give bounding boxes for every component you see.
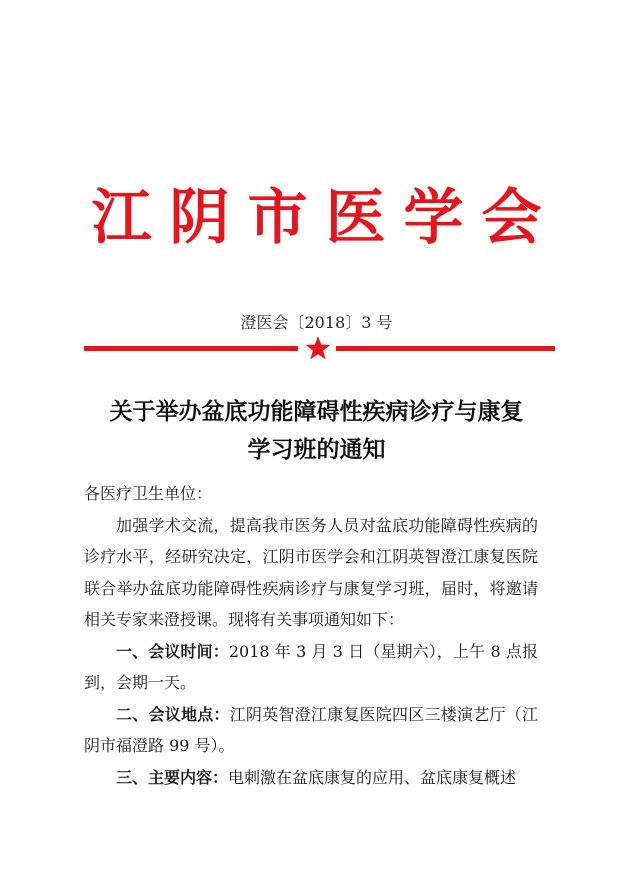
organization-title: 江阴市医学会 bbox=[91, 183, 560, 253]
notice-title-line2: 学习班的通知 bbox=[247, 436, 386, 463]
section-label: 三、主要内容： bbox=[116, 767, 229, 787]
document-number: 澄医会〔2018〕3 号 bbox=[240, 313, 393, 332]
section-text: 2018 年 3 月 3 日（星期六），上午 8 点报到，会期一天。 bbox=[84, 641, 538, 692]
section-label: 二、会议地点： bbox=[116, 704, 230, 724]
section-main-content bbox=[84, 762, 538, 794]
section-meeting-venue bbox=[84, 699, 538, 762]
notice-title-line1: 关于举办盆底功能障碍性疾病诊疗与康复 bbox=[109, 398, 524, 425]
salutation: 各医疗卫生单位： bbox=[84, 484, 213, 503]
star-icon bbox=[305, 335, 331, 361]
notice-title bbox=[0, 393, 633, 469]
intro-paragraph: 加强学术交流，提高我市医务人员对盆底功能障碍性疾病的诊疗水平，经研究决定，江阴市医学会和江阴英智澄江康复医院联合举办盆底功能障碍性疾病诊疗与康复学习班，届时，将邀请相关专家来澄授课。现将有关事项通知如下： bbox=[84, 515, 538, 629]
section-text: 江阴英智澄江康复医院四区三楼演艺厅（江阴市福澄路 99 号）。 bbox=[84, 704, 538, 755]
section-label: 一、会议时间： bbox=[116, 641, 229, 661]
notice-body bbox=[84, 478, 538, 793]
section-meeting-time bbox=[84, 636, 538, 699]
red-divider-right bbox=[336, 346, 555, 351]
section-text: 电刺激在盆底康复的应用、盆底康复概述 bbox=[228, 767, 517, 787]
red-divider-left bbox=[84, 346, 298, 351]
